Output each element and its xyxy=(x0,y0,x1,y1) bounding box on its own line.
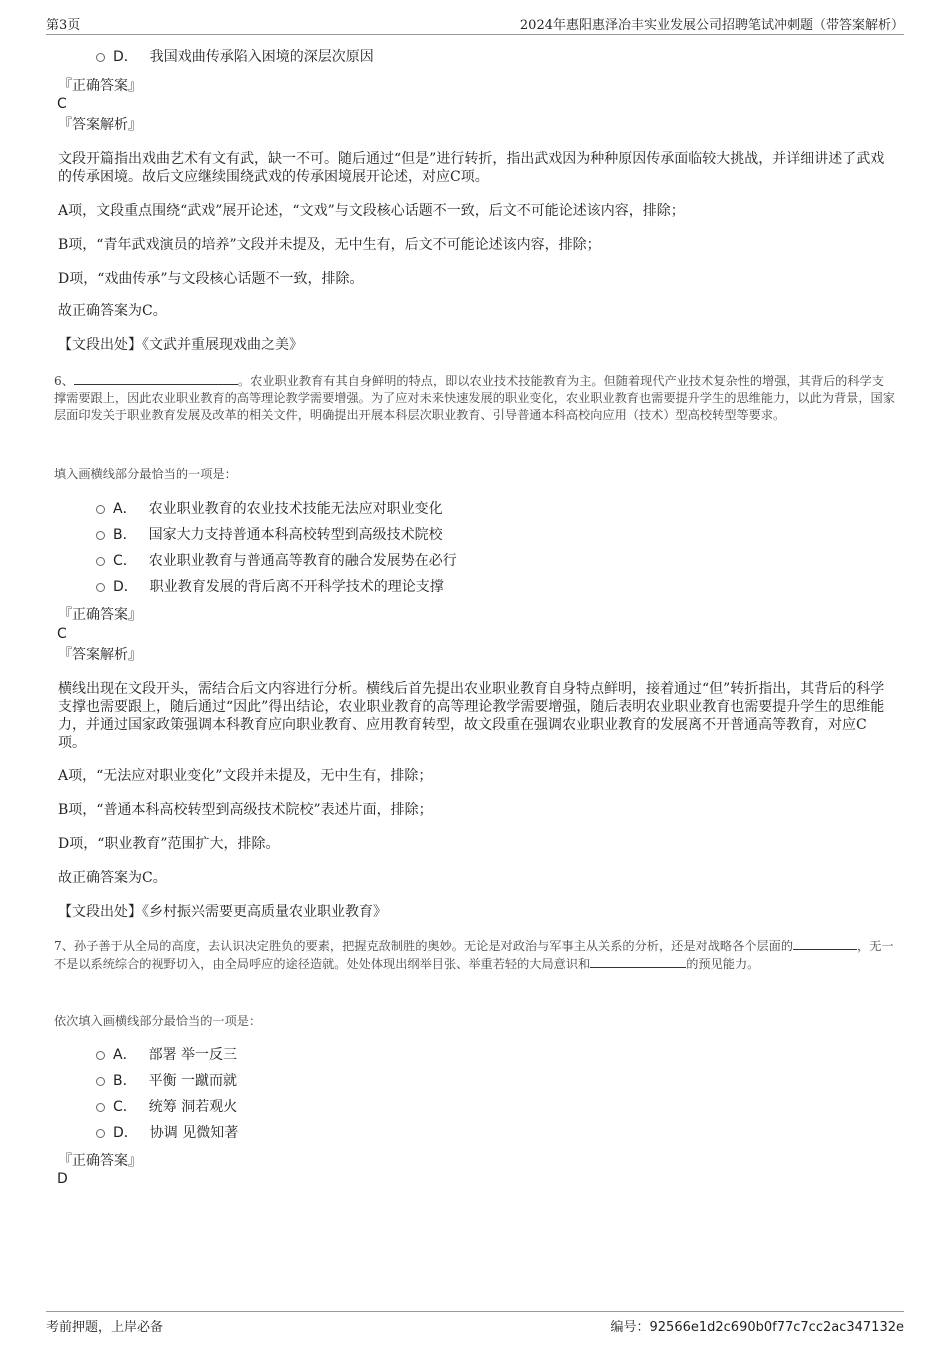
q5-analysis-para-5: 故正确答案为C。 xyxy=(58,303,167,319)
radio-icon[interactable] xyxy=(96,505,105,514)
radio-icon[interactable] xyxy=(96,1051,105,1060)
q6-analysis-para-3: B项，“普通本科高校转型到高级技术院校”表述片面，排除； xyxy=(58,802,433,818)
q7-text-part1: 孙子善于从全局的高度，去认识决定胜负的要素，把握克敌制胜的奥妙。无论是对政治与军事主从关系的分析，还是对战略各个层面的 xyxy=(73,939,794,953)
q5-analysis-para-4: D项，“戏曲传承”与文段核心话题不一致，排除。 xyxy=(58,271,364,287)
radio-icon[interactable] xyxy=(96,531,105,540)
document-title: 2024年惠阳惠泽冶丰实业发展公司招聘笔试冲刺题（带答案解析） xyxy=(519,18,904,33)
q6-analysis-para-2: A项，“无法应对职业变化”文段并未提及，无中生有，排除； xyxy=(58,768,433,784)
radio-icon[interactable] xyxy=(96,1129,105,1138)
radio-icon[interactable] xyxy=(96,53,105,62)
page-header xyxy=(46,12,904,35)
q6-analysis-para-1: 横线出现在文段开头，需结合后文内容进行分析。横线后首先提出农业职业教育自身特点鲜明，接着通过“但”转折指出，其背后的科学支撑也需要跟上，随后通过“因此”得出结论，农业职业教育的高等理论教学需要增强，随后表明农业职业教育也需要提升学生的思维能力，并通过国家政策强调本科教育应向职业教育、应用教育转型，故文段重在强调农业职业教育的发展离不开普通高等教育，对应C项。 xyxy=(58,681,885,751)
q7-answer: D xyxy=(57,1171,68,1187)
q7-stem xyxy=(54,937,896,973)
q7-text-part2: ，无一不是以系统综合的视野切入，由全局呼应的途径造就。处处体现出纲举目张、举重若轻的大局意识和 xyxy=(54,939,894,971)
q7-option-d[interactable]: D． 协调 见微知著 xyxy=(96,1124,238,1142)
q6-option-b[interactable]: B． 国家大力支持普通本科高校转型到高级技术院校 xyxy=(96,526,443,544)
q7-text-part3: 的预见能力。 xyxy=(686,957,760,971)
q6-blank xyxy=(74,372,238,385)
q6-text: 。农业职业教育有其自身鲜明的特点，即以农业技术技能教育为主。但随着现代产业技术复杂性的增强，其背后的科学支撑需要跟上，因此农业职业教育的高等理论教学需要增强。为了应对未来快速发展的职业变化，农业职业教育也需要提升学生的思维能力，以此为背景，国家层面印发关于职业教育发展及改革的相关文件，明确提出开展本科层次职业教育、引导普通本科高校向应用（技术）型高校转型等要求。 xyxy=(54,374,895,422)
page-footer xyxy=(46,1311,904,1336)
q7-blank-2 xyxy=(590,955,686,968)
q7-blank-1 xyxy=(793,937,857,950)
q7-prompt: 依次填入画横线部分最恰当的一项是： xyxy=(54,1014,262,1028)
q5-analysis-label: 『答案解析』 xyxy=(58,117,142,133)
q6-number: 6、 xyxy=(54,374,74,388)
q7-option-b[interactable]: B． 平衡 一蹴而就 xyxy=(96,1072,237,1090)
q5-analysis-para-1: 文段开篇指出戏曲艺术有文有武，缺一不可。随后通过“但是”进行转折，指出武戏因为种种原因传承面临较大挑战，并详细讲述了武戏的传承困境。故后文应继续围绕武戏的传承困境展开论述，对应C项。 xyxy=(58,151,885,185)
footer-code: 编号：92566e1d2c690b0f77c7cc2ac347132e xyxy=(610,1320,904,1335)
q5-option-d[interactable]: D． 我国戏曲传承陷入困境的深层次原因 xyxy=(96,48,374,66)
q6-option-a[interactable]: A． 农业职业教育的农业技术技能无法应对职业变化 xyxy=(96,500,443,518)
q7-option-c[interactable]: C． 统筹 洞若观火 xyxy=(96,1098,237,1116)
q5-analysis-para-2: A项，文段重点围绕“武戏”展开论述，“文戏”与文段核心话题不一致，后文不可能论述该内容，排除； xyxy=(58,203,685,219)
q6-analysis-para-4: D项，“职业教育”范围扩大，排除。 xyxy=(58,836,280,852)
radio-icon[interactable] xyxy=(96,583,105,592)
radio-icon[interactable] xyxy=(96,1077,105,1086)
page-number: 第3页 xyxy=(46,18,81,33)
q6-answer: C xyxy=(57,626,67,642)
radio-icon[interactable] xyxy=(96,1103,105,1112)
q6-source: 【文段出处】《乡村振兴需要更高质量农业职业教育》 xyxy=(58,904,387,920)
q7-answer-label: 『正确答案』 xyxy=(58,1153,142,1169)
footer-slogan: 考前押题，上岸必备 xyxy=(46,1320,164,1335)
q5-analysis-para-3: B项，“青年武戏演员的培养”文段并未提及，无中生有，后文不可能论述该内容，排除； xyxy=(58,237,601,253)
q5-source: 【文段出处】《文武并重展现戏曲之美》 xyxy=(58,337,303,353)
q7-number: 7、 xyxy=(54,939,74,953)
q6-answer-label: 『正确答案』 xyxy=(58,607,142,623)
q6-stem xyxy=(54,372,896,424)
q5-answer: C xyxy=(57,96,67,112)
q6-option-c[interactable]: C． 农业职业教育与普通高等教育的融合发展势在必行 xyxy=(96,552,457,570)
q7-option-a[interactable]: A． 部署 举一反三 xyxy=(96,1046,237,1064)
radio-icon[interactable] xyxy=(96,557,105,566)
q5-answer-label: 『正确答案』 xyxy=(58,78,142,94)
q6-option-d[interactable]: D． 职业教育发展的背后离不开科学技术的理论支撑 xyxy=(96,578,444,596)
q6-analysis-para-5: 故正确答案为C。 xyxy=(58,870,167,886)
q6-analysis-label: 『答案解析』 xyxy=(58,647,142,663)
q6-prompt: 填入画横线部分最恰当的一项是： xyxy=(54,467,237,481)
